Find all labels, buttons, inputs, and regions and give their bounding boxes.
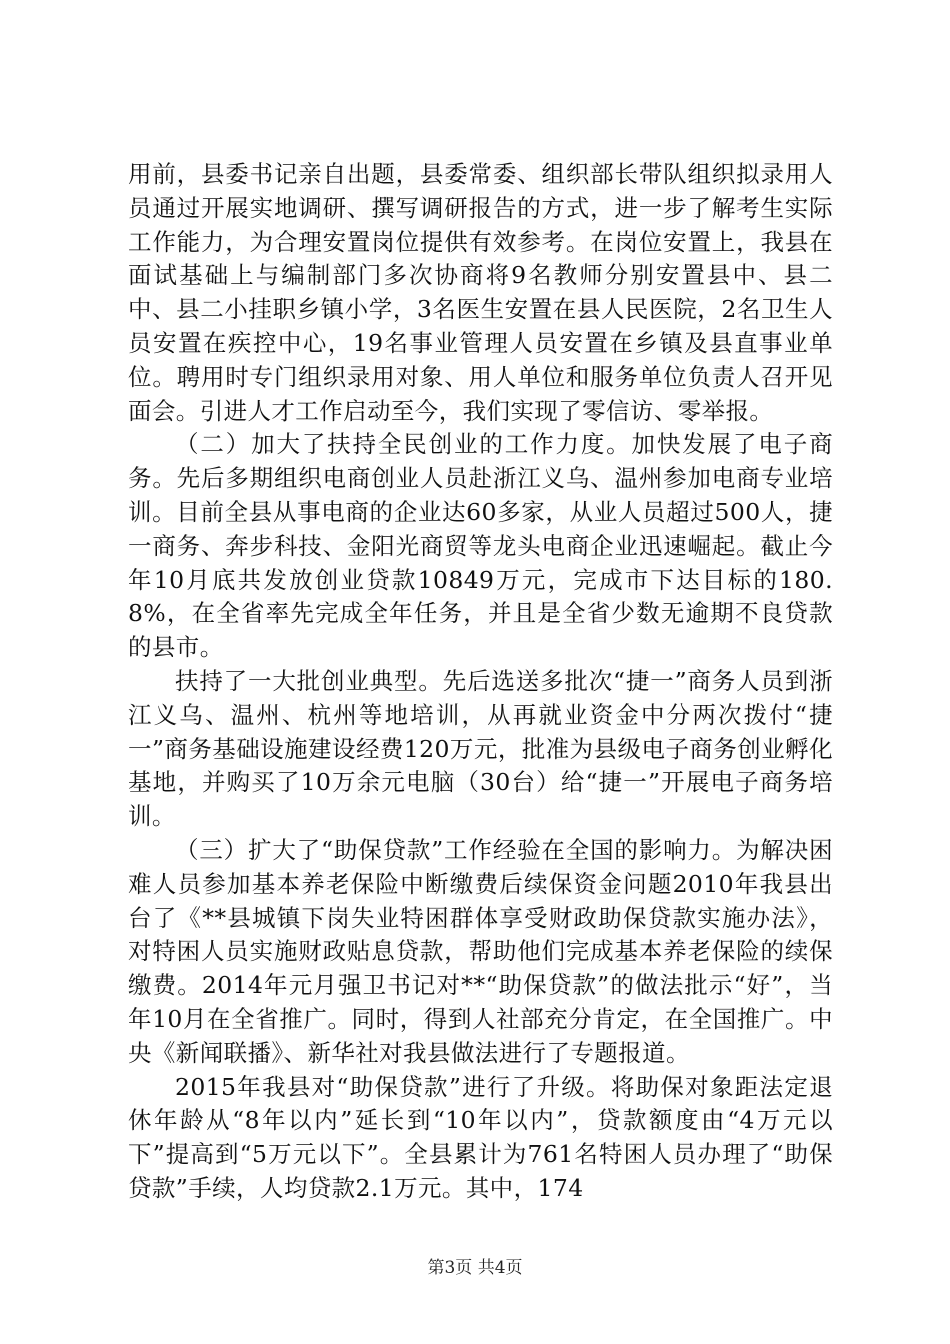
paragraph-loan-program-influence: （三）扩大了“助保贷款”工作经验在全国的影响力。为解决困难人员参加基本养老保险中断缴费后续保资金问题2010年我县出台了《**县城镇下岗失业特困群体享受财政助保贷款实施办法》，对特困人员实施财政贴息贷款，帮助他们完成基本养老保险的续保缴费。2014年元月强卫书记对**“助保贷款”的做法批示“好”，当年10月在全省推广。同时，得到人社部充分肯定，在全国推广。中央《新闻联播》、新华社对我县做法进行了专题报道。 <box>128 835 833 1067</box>
page-number-footer: 第3页 共4页 <box>427 1258 523 1278</box>
paragraph-entrepreneurship-support: （二）加大了扶持全民创业的工作力度。加快发展了电子商务。先后多期组织电商创业人员赴浙江义乌、温州参加电商专业培训。目前全县从事电商的企业达60多家，从业人员超过500人，捷一商务、奔步科技、金阳光商贸等龙头电商企业迅速崛起。截止今年10月底共发放创业贷款10849万元，完成市下达目标的180.8%，在全省率先完成全年任务，并且是全省少数无逾期不良贷款的县市。 <box>128 430 833 662</box>
paragraph-entrepreneurship-models: 扶持了一大批创业典型。先后选送多批次“捷一”商务人员到浙江义乌、温州、杭州等地培训，从再就业资金中分两次拨付“捷一”商务基础设施建设经费120万元，批准为县级电子商务创业孵化基地，并购买了10万余元电脑（30台）给“捷一”开展电子商务培训。 <box>128 666 833 831</box>
paragraph-loan-program-upgrade: 2015年我县对“助保贷款”进行了升级。将助保对象距法定退休年龄从“8年以内”延长到“10年以内”，贷款额度由“4万元以下”提高到“5万元以下”。全县累计为761名特困人员办理了“助保贷款”手续，人均贷款2.1万元。其中，174 <box>128 1072 833 1202</box>
paragraph-talent-placement: 用前，县委书记亲自出题，县委常委、组织部长带队组织拟录用人员通过开展实地调研、撰写调研报告的方式，进一步了解考生实际工作能力，为合理安置岗位提供有效参考。在岗位安置上，我县在面试基础上与编制部门多次协商将9名教师分别安置县中、县二中、县二小挂职乡镇小学，3名医生安置在县人民医院，2名卫生人员安置在疾控中心，19名事业管理人员安置在乡镇及县直事业单位。聘用时专门组织录用对象、用人单位和服务单位负责人召开见面会。引进人才工作启动至今，我们实现了零信访、零举报。 <box>128 160 833 425</box>
document-body <box>128 158 833 1206</box>
